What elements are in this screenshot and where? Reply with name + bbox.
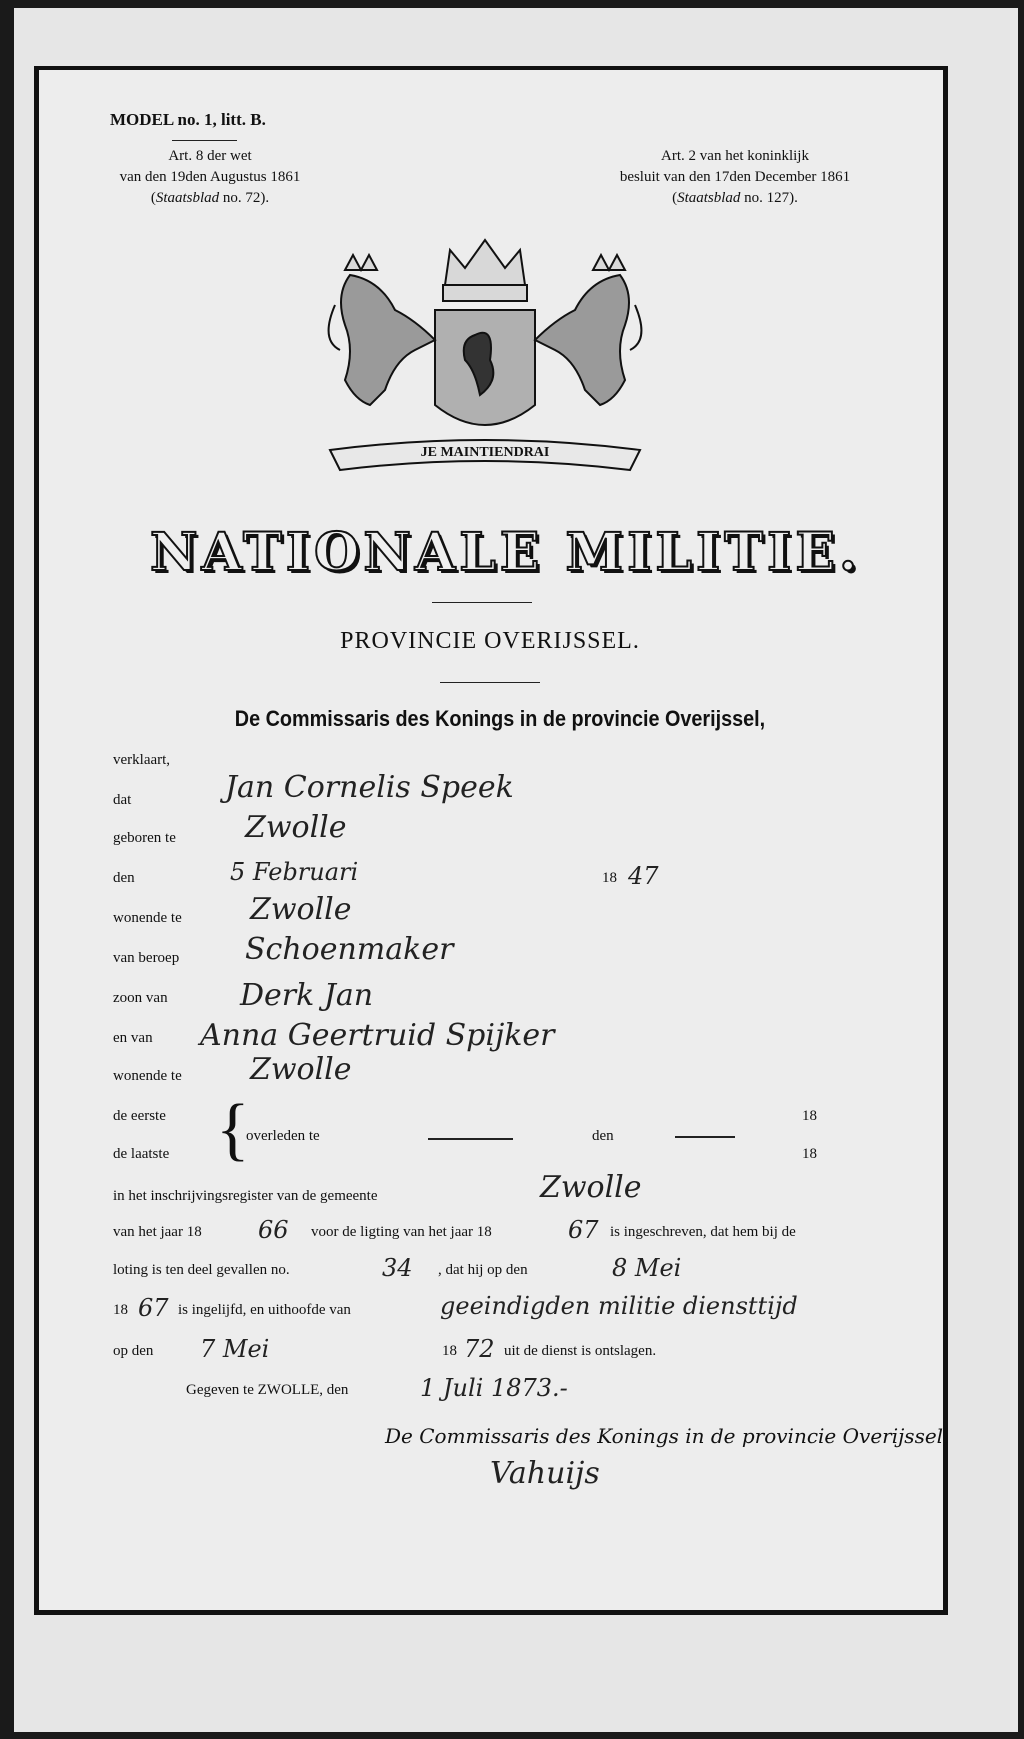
handwritten-father: Derk Jan <box>240 978 374 1013</box>
label-verklaart: verklaart, <box>113 752 171 768</box>
label-geboren: geboren te <box>113 830 176 846</box>
label-opden: , dat hij op den <box>438 1262 528 1278</box>
header-left-line1: Art. 8 der wet <box>168 148 252 164</box>
header-right-line1: Art. 2 van het koninklijk <box>661 148 809 164</box>
label-ontslagen-prefix: 18 <box>442 1343 457 1359</box>
handwritten-birthplace: Zwolle <box>245 810 347 845</box>
label-wonende2: wonende te <box>113 1068 182 1084</box>
label-laatste: de laatste <box>113 1146 170 1162</box>
divider <box>172 140 237 141</box>
crest-motto: JE MAINTIENDRAI <box>420 445 550 460</box>
handwritten-ligting-year: 67 <box>568 1216 599 1244</box>
province-heading: PROVINCIE OVERIJSSEL. <box>340 628 640 654</box>
label-overleden: overleden te <box>246 1128 320 1144</box>
label-loting: loting is ten deel gevallen no. <box>113 1262 290 1278</box>
handwritten-birth-year: 47 <box>628 862 659 890</box>
handwritten-signature: Vahuijs <box>490 1456 600 1491</box>
blank-line <box>428 1138 513 1140</box>
label-en-van: en van <box>113 1030 153 1046</box>
handwritten-issue-date: 1 Juli 1873.- <box>420 1374 568 1402</box>
label-jaar-a: van het jaar 18 <box>113 1224 202 1240</box>
label-zoon: zoon van <box>113 990 168 1006</box>
handwritten-mother: Anna Geertruid Spijker <box>200 1018 555 1053</box>
label-register: in het inschrijvingsregister van de gemeente <box>113 1188 378 1204</box>
handwritten-jaar-a: 66 <box>258 1216 289 1244</box>
label-eerste: de eerste <box>113 1108 166 1124</box>
label-eighteen-a: 18 <box>802 1108 817 1124</box>
document-title: NATIONALE MILITIE. <box>150 522 862 583</box>
brace-mark: { <box>216 1091 250 1168</box>
handwritten-ingelijfd-year: 67 <box>138 1294 169 1322</box>
royal-coat-of-arms <box>325 230 645 500</box>
handwritten-lot-number: 34 <box>382 1254 413 1282</box>
label-gegeven: Gegeven te ZWOLLE, den <box>186 1382 349 1398</box>
label-ontslagen: uit de dienst is ontslagen. <box>504 1343 657 1359</box>
divider <box>432 602 532 603</box>
handwritten-occupation: Schoenmaker <box>245 932 454 967</box>
header-right-line2: besluit van den 17den December 1861 <box>619 169 851 185</box>
label-eighteen-b: 18 <box>802 1146 817 1162</box>
handwritten-residence: Zwolle <box>250 892 352 927</box>
label-den: den <box>113 870 135 886</box>
handwritten-birth-date: 5 Februari <box>230 858 359 886</box>
label-ingeschreven: is ingeschreven, dat hem bij de <box>610 1224 796 1240</box>
label-ingelijfd-prefix: 18 <box>113 1302 128 1318</box>
label-den2: den <box>592 1128 614 1144</box>
label-op-den: op den <box>113 1343 154 1359</box>
header-left-line3: (Staatsblad no. 72). <box>150 190 270 206</box>
header-right-line3: (Staatsblad no. 127). <box>672 190 798 206</box>
issuer-heading: De Commissaris des Konings in de provincie Overijssel, <box>234 706 766 731</box>
handwritten-name: Jan Cornelis Speek <box>225 770 514 805</box>
header-right <box>575 146 895 209</box>
label-ingelijfd: is ingelijfd, en uithoofde van <box>178 1302 351 1318</box>
crown-icon <box>445 240 525 285</box>
model-number: MODEL no. 1, litt. B. <box>110 110 266 129</box>
handwritten-ingelijfd-date: 8 Mei <box>612 1254 682 1282</box>
label-dat: dat <box>113 792 132 808</box>
header-left <box>80 146 340 209</box>
label-birth-year-prefix: 18 <box>602 870 617 886</box>
handwritten-ontslag-date: 7 Mei <box>200 1335 270 1363</box>
header-left-line2: van den 19den Augustus 1861 <box>119 169 301 185</box>
handwritten-reason: geeindigden militie diensttijd <box>440 1292 798 1320</box>
label-beroep: van beroep <box>113 950 180 966</box>
blank-line <box>675 1136 735 1138</box>
divider <box>440 682 540 683</box>
handwritten-ontslag-year: 72 <box>464 1335 495 1363</box>
label-ligting: voor de ligting van het jaar 18 <box>311 1224 492 1240</box>
handwritten-parents-residence: Zwolle <box>250 1052 352 1087</box>
signature-caption: De Commissaris des Konings in de provincie Overijssel, <box>385 1424 950 1448</box>
label-wonende: wonende te <box>113 910 182 926</box>
handwritten-gemeente: Zwolle <box>540 1170 642 1205</box>
